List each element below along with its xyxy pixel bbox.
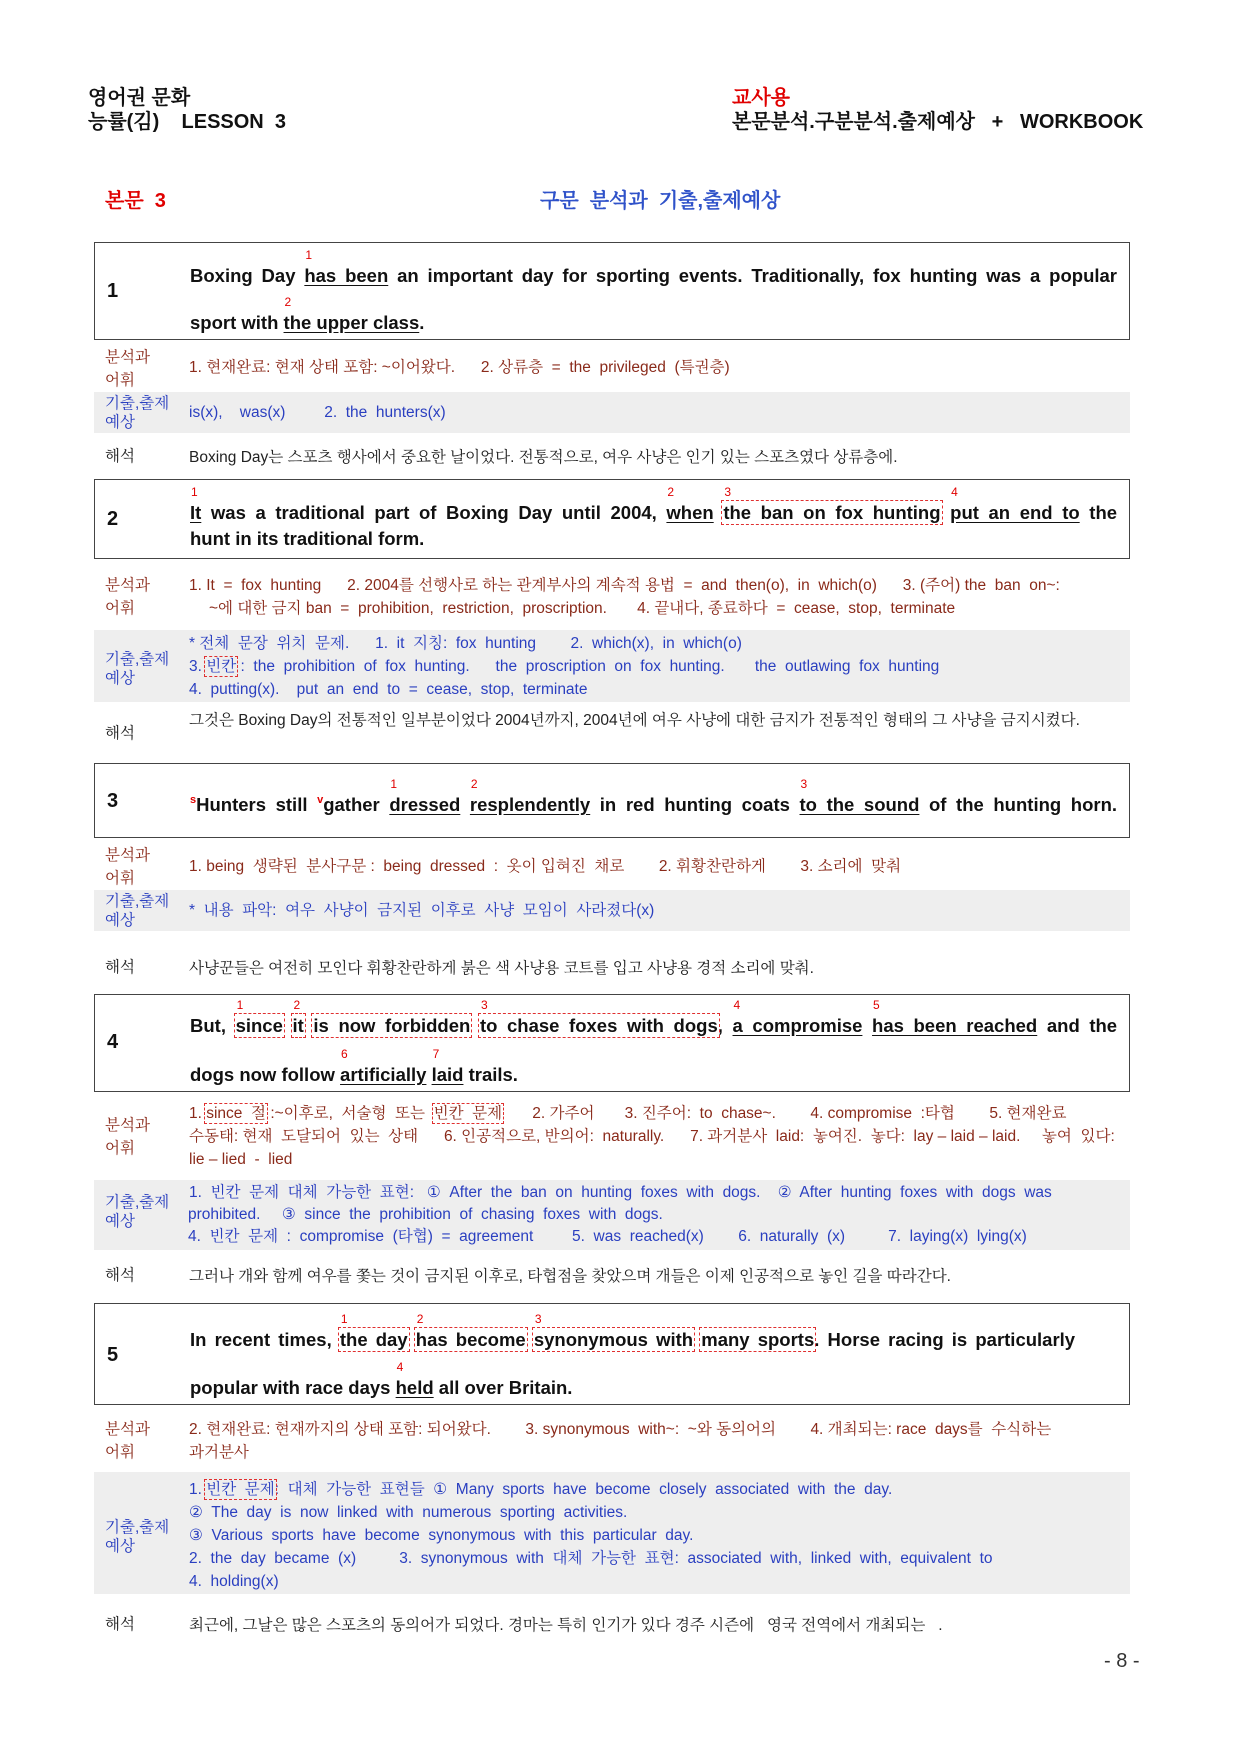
subject-marker: s (190, 794, 197, 806)
sentence-line (190, 502, 1117, 524)
sentence-text: popular with race days (190, 1377, 391, 1398)
exam-line (189, 1478, 1122, 1501)
sentence-box-3 (94, 763, 1130, 838)
edition-header (732, 86, 1143, 134)
sentence-number: 4 (107, 1031, 119, 1053)
exam-line: 4. holding(x) (189, 1573, 279, 1590)
exam-line: * 전체 문장 위치 문제. 1. it 지칭: fox hunting 2. which(x), in which(o) (189, 635, 742, 652)
underlined-phrase: 4 held (396, 1377, 434, 1398)
boxed-phrase: 1 the day (340, 1329, 408, 1350)
underlined-phrase: 2 resplendently (470, 794, 590, 815)
translation-row-5 (94, 1610, 1130, 1644)
translation-text: 그러나 개와 함께 여우를 쫓는 것이 금지된 이후로, 타협점을 찾았으며 개들은 이제 인공적으로 놓인 길을 따라간다. (189, 1268, 951, 1285)
analysis-row-2 (94, 572, 1130, 624)
sentence-text: , (717, 1015, 723, 1036)
translation-label: 해석 (105, 1267, 135, 1284)
translation-label: 해석 (105, 1616, 135, 1633)
exam-line: 4. 빈칸 문제 : compromise (타협) = agreement 5. was reached(x) 6. naturally (x) 7. laying(x) lying(x) (188, 1228, 1027, 1245)
page-number: - 8 - (1104, 1650, 1140, 1672)
analysis-line: lie – lied - lied (189, 1151, 293, 1168)
exam-text: * 내용 파악: 여우 사냥이 금지된 이후로 사냥 모임이 사라졌다(x) (189, 902, 655, 919)
exam-row-5 (94, 1472, 1130, 1594)
sentence-line (190, 312, 1117, 334)
blank-question-tag: 빈칸 문제 (206, 1481, 275, 1498)
sentence-line (190, 1377, 1117, 1399)
underlined-phrase: 5 has been reached (872, 1015, 1037, 1036)
sentence-text: Hunters still (196, 794, 308, 815)
analysis-text (189, 1102, 1122, 1171)
sentence-number: 5 (107, 1344, 119, 1366)
sentence-text: sport with (190, 312, 279, 333)
sentence-text: and the (1046, 1015, 1118, 1036)
analysis-text (189, 574, 1122, 620)
blank-question-tag: 빈칸 문제 (433, 1105, 503, 1122)
sentence-text: . Horse racing is particularly (814, 1329, 1076, 1350)
exam-text-part: : the prohibition of fox hunting. the proscription on fox hunting. the outlawing fox hunting (236, 658, 940, 675)
boxed-phrase: 2 has become (416, 1329, 526, 1350)
analysis-row-5 (94, 1416, 1130, 1468)
sentence-text: all over Britain. (438, 1377, 573, 1398)
exam-label: 기출,출제 예상 (105, 395, 170, 431)
exam-line: ② The day is now linked with numerous sporting activities. (189, 1504, 628, 1521)
analysis-row-4 (94, 1100, 1130, 1176)
exam-text (189, 1478, 1122, 1593)
underlined-phrase: 3 to the sound (800, 794, 920, 815)
analysis-row-1 (94, 344, 1130, 390)
sentence-text: of the hunting horn. (929, 794, 1118, 815)
translation-row-1 (94, 436, 1130, 476)
analysis-line: 수동태: 현재 도달되어 있는 상태 6. 인공적으로, 반의어: naturally. 7. 과거분사 laid: 놓여진. 놓다: lay – laid – laid. 놓여 있다: (189, 1128, 1115, 1145)
analysis-text: 1. 현재완료: 현재 상태 포함: ~이어왔다. 2. 상류층 = the privileged (특권층) (189, 359, 730, 376)
exam-line: ③ Various sports have become synonymous with this particular day. (189, 1527, 694, 1544)
translation-label: 해석 (105, 725, 135, 742)
section-subtitle: 구문 분석과 기출,출제예상 (540, 190, 781, 212)
translation-text: Boxing Day는 스포츠 행사에서 중요한 날이었다. 전통적으로, 여우 사냥은 인기 있는 스포츠였다 상류층에. (189, 449, 898, 466)
sentence-number: 2 (107, 508, 119, 530)
sentence-line (190, 265, 1117, 287)
boxed-phrase: 1 since (236, 1015, 283, 1036)
exam-text (189, 632, 1122, 701)
sentence-text: an important day for sporting events. Traditionally, fox hunting was a popular (397, 265, 1118, 286)
sentence-line (190, 1329, 1117, 1351)
translation-text: 최근에, 그날은 많은 스포츠의 동의어가 되었다. 경마는 특히 인기가 있다 경주 시즌에 영국 전역에서 개최되는 . (189, 1617, 943, 1634)
since-clause-tag: since 절 (206, 1105, 267, 1122)
boxed-phrase: 2 it (293, 1015, 304, 1036)
exam-text (188, 1182, 1122, 1248)
sentence-text: hunt in its traditional form. (190, 528, 425, 549)
lesson-title: 능률(김) LESSON 3 (88, 111, 286, 133)
sentence-text: in red hunting coats (599, 794, 790, 815)
sentence-text: Boxing Day (190, 265, 296, 286)
underlined-phrase: 2 the upper class (284, 312, 420, 333)
exam-row-3 (94, 890, 1130, 931)
exam-line: prohibited. ③ since the prohibition of chasing foxes with dogs. (188, 1206, 663, 1223)
boxed-phrase: 3 synonymous with (534, 1329, 693, 1350)
exam-row-2 (94, 630, 1130, 702)
analysis-text: 1. being 생략된 분사구문 : being dressed : 옷이 입혀진 채로 2. 휘황찬란하게 3. 소리에 맞춰 (189, 858, 902, 875)
translation-label: 해석 (105, 959, 135, 976)
sentence-box-1 (94, 242, 1130, 340)
underlined-phrase: 7 laid (432, 1064, 464, 1085)
course-header (88, 86, 286, 134)
analysis-label: 분석과 어휘 (105, 349, 150, 389)
exam-label: 기출,출제 예상 (105, 651, 170, 687)
sentence-text: was a traditional part of Boxing Day until 2004, (210, 502, 657, 523)
underlined-phrase: 4 put an end to (950, 502, 1080, 523)
sentence-number: 3 (107, 790, 119, 812)
sentence-line (190, 794, 1117, 816)
analysis-text-part: :~이후로, 서술형 또는 (266, 1105, 434, 1122)
analysis-label: 분석과 어휘 (105, 1421, 150, 1461)
sentence-text: trails. (468, 1064, 518, 1085)
sentence-line (190, 1015, 1117, 1037)
exam-line (189, 655, 1122, 678)
underlined-phrase: 4 a compromise (733, 1015, 863, 1036)
analysis-label: 분석과 어휘 (105, 847, 150, 887)
translation-row-2 (94, 706, 1130, 758)
underlined-phrase: 1 It (190, 502, 201, 523)
teacher-edition-label: 교사용 (732, 87, 790, 109)
exam-line: 2. the day became (x) 3. synonymous with 대체 가능한 표현: associated with, linked with, equivalent to (189, 1550, 993, 1567)
analysis-text-part: 2. 가주어 3. 진주어: to chase~. 4. compromise :타협 5. 현재완료 (502, 1105, 1067, 1122)
analysis-line (189, 1102, 1122, 1125)
analysis-line: 과거분사 (189, 1444, 249, 1461)
exam-line: 1. 빈칸 문제 대체 가능한 표현: ① After the ban on hunting foxes with dogs. ② After hunting foxes with dogs was (189, 1184, 1052, 1201)
translation-text: 사냥꾼들은 여전히 모인다 휘황찬란하게 붉은 색 사냥용 코트를 입고 사냥용 경적 소리에 맞춰. (189, 960, 814, 977)
boxed-phrase: many sports (701, 1329, 815, 1350)
translation-label: 해석 (105, 448, 135, 465)
sentence-line (190, 1064, 1117, 1086)
exam-label: 기출,출제 예상 (105, 1519, 170, 1555)
edition-description: 본문분석.구분분석.출제예상 + WORKBOOK (732, 111, 1144, 133)
translation-row-4 (94, 1262, 1130, 1298)
exam-row-1 (94, 392, 1130, 433)
exam-text-part: 1. (189, 1481, 207, 1498)
sentence-box-5 (94, 1303, 1130, 1405)
exam-text-part: 3. (189, 658, 207, 675)
verb-marker: v (317, 794, 324, 806)
exam-row-4 (94, 1180, 1130, 1250)
analysis-line: 2. 현재완료: 현재까지의 상태 포함: 되어왔다. 3. synonymous with~: ~와 동의어의 4. 개최되는: race days를 수식하는 (189, 1421, 1052, 1438)
boxed-phrase: 3 to chase foxes with dogs (480, 1015, 718, 1036)
sentence-text: gather (323, 794, 380, 815)
exam-label: 기출,출제 예상 (105, 1194, 170, 1230)
sentence-box-4 (94, 994, 1130, 1092)
analysis-label: 분석과 어휘 (105, 1117, 150, 1157)
boxed-phrase: 3 the ban on fox hunting (723, 502, 940, 523)
exam-line: 4. putting(x). put an end to = cease, stop, terminate (189, 681, 588, 698)
analysis-line: 1. It = fox hunting 2. 2004를 선행사로 하는 관계부사의 계속적 용법 = and then(o), in which(o) 3. (주어) the ban on~: (189, 577, 1060, 594)
analysis-line: ~에 대한 금지 ban = prohibition, restriction, proscription. 4. 끝내다, 종료하다 = cease, stop, terminate (209, 600, 956, 617)
sentence-text: dogs now follow (190, 1064, 335, 1085)
analysis-label: 분석과 어휘 (105, 577, 150, 617)
exam-text-part: : 대체 가능한 표현들 ① Many sports have become closely associated with the day. (274, 1481, 893, 1498)
course-title: 영어권 문화 (88, 87, 191, 109)
analysis-text (189, 1418, 1122, 1464)
sentence-text: the (1089, 502, 1118, 523)
sentence-number: 1 (107, 280, 119, 302)
sentence-text: . (419, 312, 425, 333)
analysis-row-3 (94, 842, 1130, 888)
underlined-phrase: 2 when (666, 502, 713, 523)
sentence-text: But, (190, 1015, 226, 1036)
exam-text: is(x), was(x) 2. the hunters(x) (189, 404, 446, 421)
exam-label: 기출,출제 예상 (105, 893, 170, 929)
underlined-phrase: 1 has been (304, 265, 388, 286)
section-title: 본문 3 (105, 190, 166, 212)
translation-row-3 (94, 950, 1130, 986)
underlined-phrase: 1 dressed (389, 794, 460, 815)
underlined-phrase: 6 artificially (340, 1064, 426, 1085)
sentence-text: In recent times, (190, 1329, 332, 1350)
boxed-phrase: is now forbidden (313, 1015, 471, 1036)
analysis-text-part: 1. (189, 1105, 207, 1122)
translation-text: 그것은 Boxing Day의 전통적인 일부분이었다 2004년까지, 2004년에 여우 사냥에 대한 금지가 전통적인 형태의 그 사냥을 금지시켰다. (189, 712, 1080, 729)
sentence-box-2 (94, 479, 1130, 559)
blank-question-tag: 빈칸 (206, 658, 237, 675)
sentence-line (190, 528, 1117, 550)
